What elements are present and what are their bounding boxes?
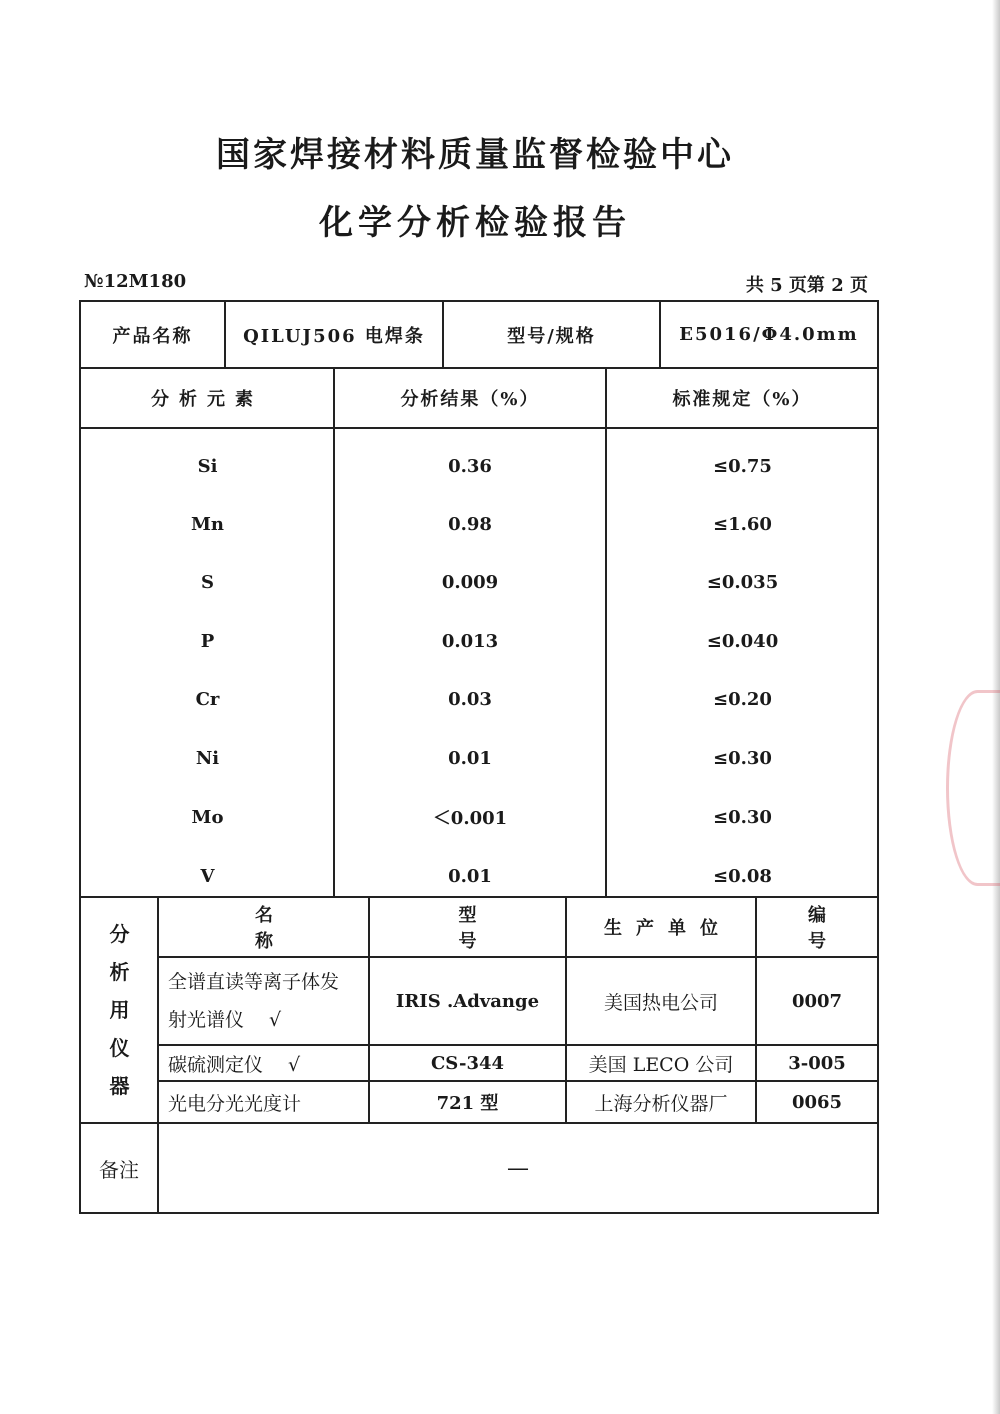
element-symbol: Ni [195,747,220,769]
divider-line [81,427,877,429]
instrument-name: 碳硫测定仪 √ [168,1053,301,1076]
instrument-name-line: 全谱直读等离子体发 [168,971,340,993]
instrument-manufacturer: 上海分析仪器厂 [594,1092,728,1115]
instrument-manufacturer: 美国 LECO 公司 [588,1053,734,1076]
standard-limit: ≤1.60 [713,513,772,535]
report-title: 化学分析检验报告 [319,203,631,243]
column-header-instrument-name: 名称 [255,905,333,952]
instruments-label-char: 分 [109,922,130,946]
element-symbol: Mn [190,513,224,535]
standard-limit: ≤0.30 [713,747,772,769]
standard-limit: ≤0.75 [713,455,772,477]
analysis-result: 0.01 [448,747,492,769]
standard-limit: ≤0.30 [713,806,772,828]
official-seal-stamp [946,690,1000,886]
remarks-label: 备注 [99,1157,139,1182]
analysis-result: 0.03 [448,688,492,710]
element-symbol: P [200,630,215,652]
instruments-section-label [81,898,158,1122]
instrument-serial-number: 3-005 [788,1052,846,1074]
table-row [81,729,881,787]
table-row [81,553,881,611]
column-header-serial-number: 编号 [808,905,860,952]
column-header-standard: 标准规定（%） [672,389,812,410]
instrument-manufacturer: 美国热电公司 [603,991,718,1014]
report-table [79,300,879,1214]
analysis-result: 0.013 [441,630,499,652]
standard-limit: ≤0.08 [713,865,772,887]
page-indicator: 共 5 页第 2 页 [745,275,868,296]
instruments-label-char: 析 [109,960,130,984]
table-row [81,788,881,846]
table-row [81,670,881,728]
element-symbol: Si [197,455,218,477]
analysis-result: 0.98 [448,513,492,535]
instrument-model: CS-344 [430,1052,505,1074]
element-symbol: Mo [191,806,224,828]
standard-limit: ≤0.035 [706,571,779,593]
table-row [81,847,881,897]
instrument-model: IRIS .Advange [395,990,540,1012]
instrument-name [168,958,368,1044]
column-header-model: 型号 [458,905,537,952]
table-row [81,612,881,670]
element-symbol: Cr [195,688,220,710]
instrument-name: 光电分光光度计 [168,1092,302,1115]
element-symbol: V [200,865,215,887]
report-number: №12M180 [84,271,187,292]
instrument-serial-number: 0065 [791,1091,843,1113]
product-name-label: 产品名称 [112,325,193,347]
column-header-manufacturer: 生产单位 [604,918,732,939]
instruments-label-char: 器 [109,1074,130,1098]
analysis-result: ＜0.001 [432,808,508,829]
product-name-value: QILUJ506 电焊条 [243,325,425,347]
instruments-label-char: 用 [109,998,130,1022]
column-header-element: 分析元素 [151,389,263,410]
instrument-model: 721 型 [436,1093,499,1114]
remarks-value: — [507,1155,529,1181]
instrument-serial-number: 0007 [791,990,843,1012]
model-spec-value: E5016/Φ4.0mm [679,324,859,345]
instrument-name-line: 射光谱仪 √ [168,1009,282,1031]
table-row [81,437,881,495]
analysis-result: 0.009 [441,571,499,593]
center-title: 国家焊接材料质量监督检验中心 [216,135,734,175]
analysis-result: 0.01 [448,865,492,887]
analysis-result: 0.36 [448,455,492,477]
table-row [81,495,881,553]
standard-limit: ≤0.20 [713,688,772,710]
instruments-label-char: 仪 [109,1036,130,1060]
column-header-result: 分析结果（%） [400,389,540,410]
standard-limit: ≤0.040 [706,630,779,652]
model-spec-label: 型号/规格 [507,325,596,347]
element-symbol: S [201,571,214,593]
